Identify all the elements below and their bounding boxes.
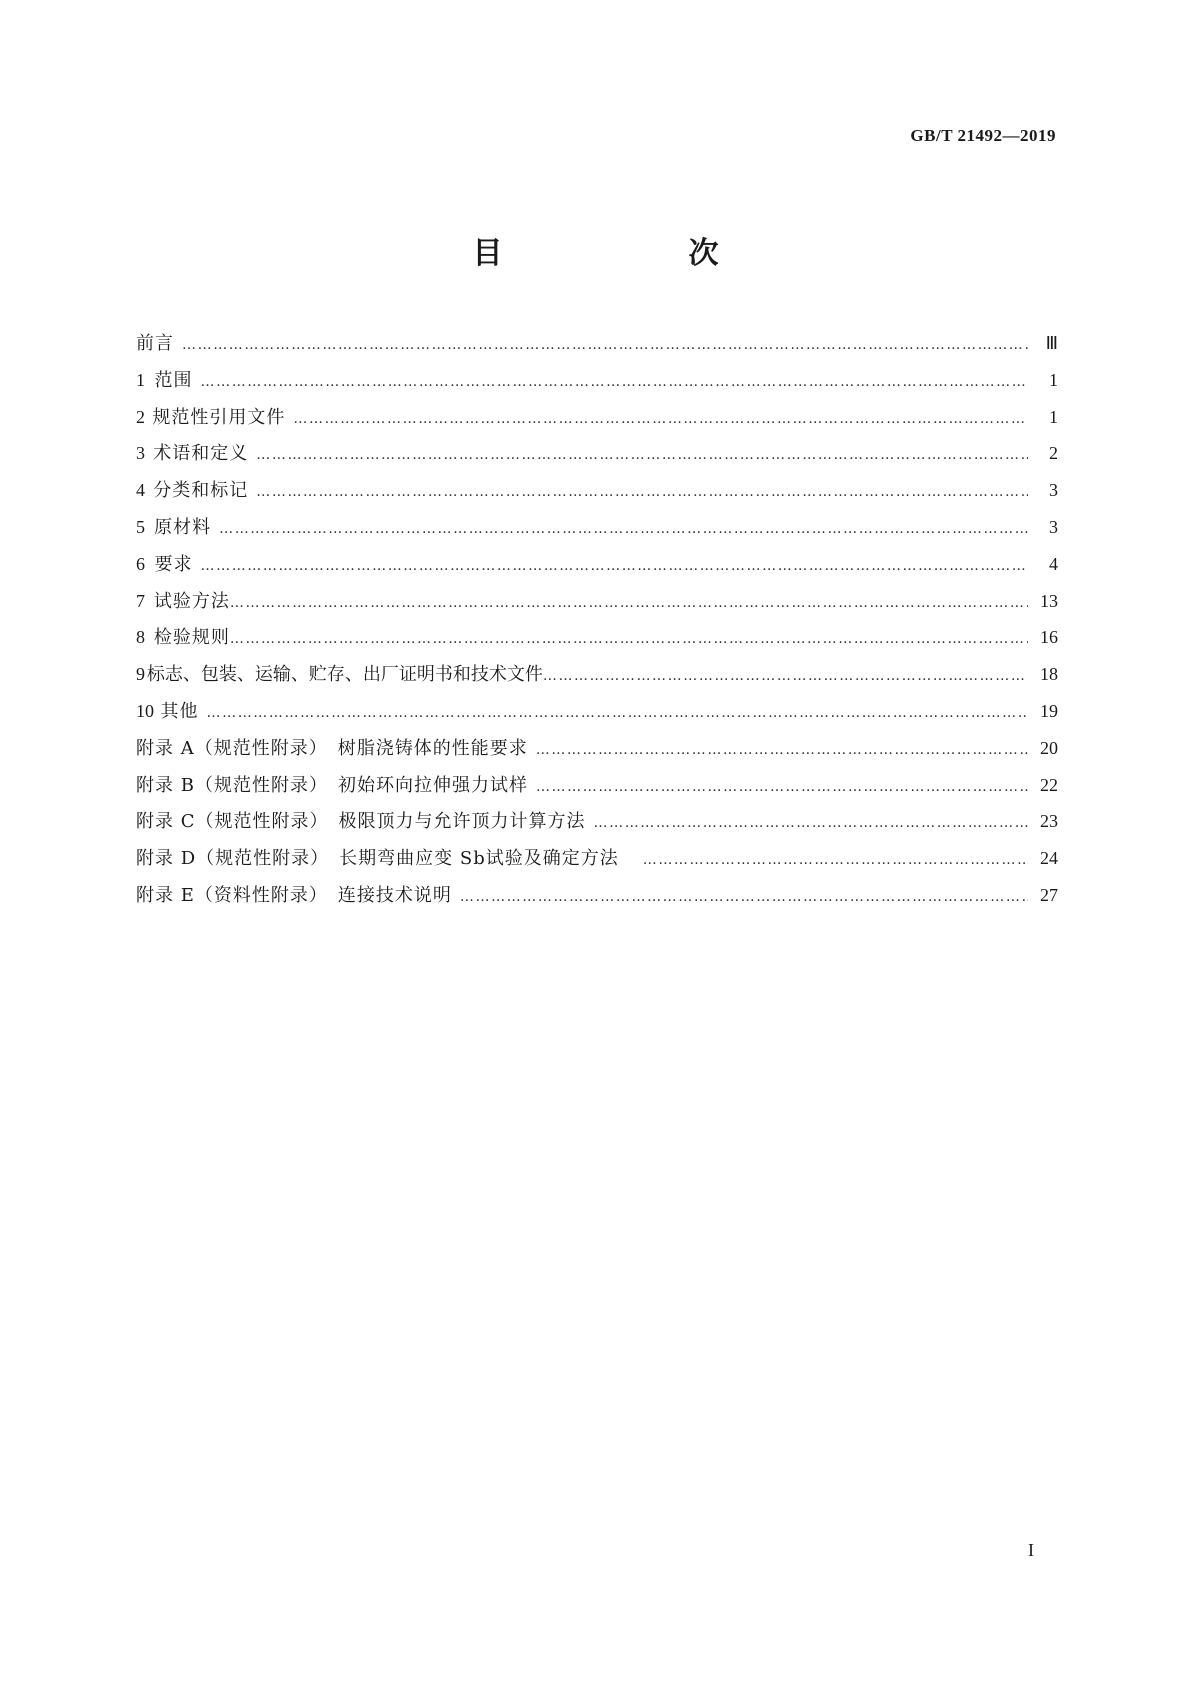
toc-entry-page: 19 <box>1040 700 1058 721</box>
toc-leader-dots <box>201 364 1029 401</box>
toc-entry-number: 2 <box>136 406 145 427</box>
toc-entry-text: 附录 D（规范性附录） 长期弯曲应变 Sb试验及确定方法 <box>136 848 619 870</box>
toc-entry-text: 分类和标记 <box>153 480 249 502</box>
toc-entry-6[interactable] <box>136 546 1058 583</box>
toc-leader-dots <box>536 769 1028 806</box>
toc-entry-preface[interactable] <box>136 325 1058 362</box>
toc-entry-text: 要求 <box>154 553 193 575</box>
toc-entry-text: 试验方法 <box>153 590 230 612</box>
toc-entry-text: 其他 <box>160 700 199 722</box>
toc-entry-appendix-d[interactable] <box>136 840 1058 877</box>
document-code: GB/T 21492—2019 <box>910 126 1056 145</box>
toc-entry-page: 1 <box>1049 369 1058 390</box>
toc-entry-appendix-c[interactable] <box>136 803 1058 840</box>
toc-leader-dots <box>230 621 1028 658</box>
toc-entry-text: 附录 C（规范性附录） 极限顶力与允许顶力计算方法 <box>136 811 586 833</box>
toc-entry-number: 3 <box>136 443 145 464</box>
toc-entry-number: 8 <box>136 627 145 648</box>
toc-leader-dots <box>256 437 1028 474</box>
toc-entry-10[interactable] <box>136 693 1058 730</box>
toc-leader-dots <box>230 585 1028 622</box>
toc-entry-1[interactable] <box>136 362 1058 399</box>
toc-entry-text: 附录 E（资料性附录） 连接技术说明 <box>136 884 452 906</box>
page-number: I <box>1028 1540 1034 1560</box>
toc-entry-number: 7 <box>136 590 145 611</box>
toc-entry-page: 16 <box>1040 627 1058 648</box>
toc-entry-number: 9 <box>136 664 145 685</box>
toc-entry-text: 原材料 <box>154 516 212 538</box>
toc-entry-appendix-a[interactable] <box>136 730 1058 767</box>
toc-leader-dots <box>207 695 1029 732</box>
toc-entry-text: 范围 <box>154 369 193 391</box>
toc-entry-8[interactable] <box>136 619 1058 656</box>
toc-entry-number: 10 <box>136 700 154 721</box>
toc-entry-7[interactable] <box>136 583 1058 620</box>
toc-entry-text: 前言 <box>136 333 174 354</box>
toc-entry-page: Ⅲ <box>1045 333 1058 353</box>
toc-entry-number: 1 <box>136 369 145 390</box>
toc-leader-dots <box>219 511 1028 548</box>
toc-entry-page: 20 <box>1040 737 1058 758</box>
toc-entry-4[interactable] <box>136 472 1058 509</box>
toc-entry-5[interactable] <box>136 509 1058 546</box>
toc-entry-page: 13 <box>1040 590 1058 611</box>
toc-leader-dots <box>543 658 1028 695</box>
toc-leader-dots <box>256 474 1028 511</box>
toc-entry-2[interactable] <box>136 399 1058 436</box>
toc-entry-page: 24 <box>1040 848 1058 869</box>
toc-entry-number: 4 <box>136 480 145 501</box>
toc-entry-number: 5 <box>136 516 145 537</box>
toc-entry-text: 规范性引用文件 <box>152 406 286 428</box>
toc-entry-9[interactable] <box>136 656 1058 693</box>
toc-entry-page: 4 <box>1049 553 1058 574</box>
toc-entry-text: 标志、包装、运输、贮存、出厂证明书和技术文件 <box>146 664 543 686</box>
toc-leader-dots <box>460 879 1028 916</box>
toc-leader-dots <box>182 327 1028 364</box>
toc-leader-dots <box>643 842 1028 879</box>
toc-leader-dots <box>594 805 1029 842</box>
toc-entry-text: 附录 A（规范性附录） 树脂浇铸体的性能要求 <box>136 737 528 759</box>
toc-entry-3[interactable] <box>136 435 1058 472</box>
toc-entry-page: 27 <box>1040 884 1058 905</box>
toc-entry-text: 检验规则 <box>153 627 230 649</box>
toc-entry-page: 3 <box>1049 516 1058 537</box>
toc-entry-appendix-b[interactable] <box>136 767 1058 804</box>
toc-title: 目 次 <box>472 236 761 271</box>
toc-entry-page: 3 <box>1049 480 1058 501</box>
toc-entry-page: 22 <box>1040 774 1058 795</box>
toc-entry-page: 18 <box>1040 664 1058 685</box>
toc-entry-page: 23 <box>1040 811 1058 832</box>
toc-entry-page: 2 <box>1049 443 1058 464</box>
toc-leader-dots <box>536 732 1028 769</box>
toc-entry-number: 6 <box>136 553 145 574</box>
toc-leader-dots <box>201 548 1029 585</box>
toc-entry-text: 附录 B（规范性附录） 初始环向拉伸强力试样 <box>136 774 528 796</box>
toc-leader-dots <box>293 401 1028 438</box>
toc-entry-text: 术语和定义 <box>153 443 249 465</box>
toc-entry-appendix-e[interactable] <box>136 877 1058 914</box>
toc-list <box>136 325 1058 914</box>
toc-entry-page: 1 <box>1049 406 1058 427</box>
